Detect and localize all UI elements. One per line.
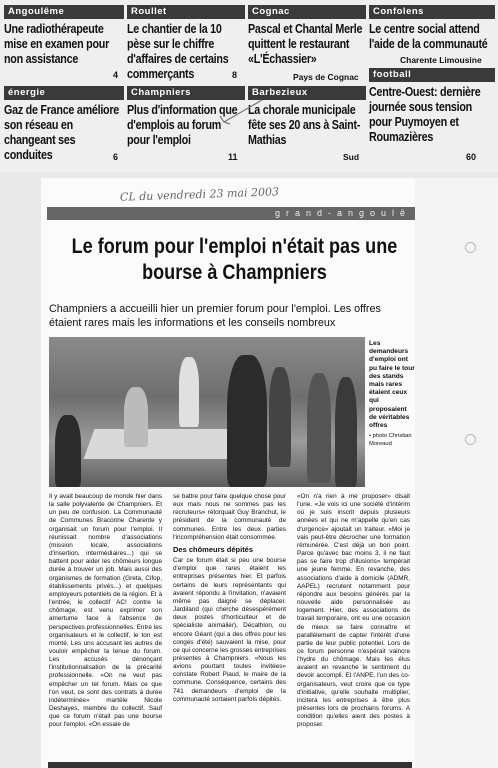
section-bar: grand-angoulê [47,207,415,220]
index-item-roullet[interactable] [127,5,245,82]
index-page: 60 [466,152,477,162]
index-source: Pays de Cognac [293,72,359,82]
body-column-2 [173,493,286,704]
body-column-1 [49,493,162,730]
handwritten-date: CL du vendredi 23 mai 2003 [119,185,280,204]
index-tag: Roullet [127,5,245,19]
photo-caption [369,340,415,449]
index-page: 8 [232,70,238,80]
article-body [49,493,412,768]
index-page: 11 [228,152,238,162]
index-page: 6 [113,152,119,162]
body-text: Il y avait beaucoup de monde hier dans la salle polyvalente de Champniers. Et un peu de confusion. La Communauté de Communes Braconne Charente y organisait un forum pour l'emploi. Il réunissait nombre d'associations (mission locale, associations d'insertion, intermédiaires...) qui se battent pour aider les chômeurs longue durée à trouver un job. Mais aussi des organismes de formation (Greta, Cifop, établissements privés...) et quelques employeurs potentiels de la région. Et à l'entrée, le collectif AC! contre le chômage, est venu exprimer son amertume face à l'absence de perspectives professionnelles. Entre les organisateurs et le collectif, le ton est monté. Les uns accusant les autres de vouloir empêcher la tenue du forum. Les accusés dénonçant l'institutionnalisation de la précarité professionnelle. «On ne veut pas empêcher un tel forum. Mais ce que l'on veut, ce sont des contrats à durée indéterminée» martèle Nicole Deshayes, membre du collectif. Sauf que ce forum n'était pas une bourse pour l'emploi. «On essaie de [49,493,162,729]
index-headline: Centre-Ouest: dernière journée sous tension pour Puymoyen et Roumazières [369,85,481,144]
photo-credit: • photo Christian Moreaud [369,433,412,448]
index-tag: énergie [4,86,124,100]
index-item-confolens[interactable] [369,5,495,52]
index-tag: Champniers [127,86,245,100]
index-item-cognac[interactable] [248,5,366,67]
article-title: Le forum pour l'emploi n'était pas une bourse à Champniers [71,235,398,284]
index-tag: Cognac [248,5,366,19]
index-item-angouleme[interactable] [4,5,124,67]
index-item-energie[interactable] [4,86,124,163]
index-headline: Le centre social attend l'aide de la communauté [369,22,488,51]
index-tag: football [369,68,495,82]
index-item-barbezieux[interactable] [248,86,366,148]
body-text: Car ce forum était si peu une bourse d'emploi que rares étaient les entreprises présentes hier. Et parfois certains de leurs représentants qui avaient répondu à l'invitation, n'avaient même pas daigné se déplacer. Jardiland (qui cherche désespérément deux postes d'horticulteur et de spécialiste animalier), Décathlon, ou encore Géant (qui a des offres pour les congés d'été) sauvaient la mise, pour ce qui concerne les grosses entreprises présentes à Champniers. «Nous les avions pourtant toutes invitées» constate Robert Piaud, le maire de la commune. Conséquence, certains des 741 demandeurs d'emploi de la communauté sortaient parfois dépités. [173,557,286,703]
index-headline: La chorale municipale fête ses 20 ans à Saint-Mathias [248,103,361,147]
caption-text: Les demandeurs d'emploi ont pu faire le tour des stands mais rares étaient ceux qui proposaient de véritables offres [369,340,415,430]
bottom-banner [48,762,412,768]
index-headline: Gaz de France améliore son réseau en changeant ses conduites [4,103,120,162]
body-column-3 [297,493,410,730]
index-headline: Le chantier de la 10 pèse sur le chiffre d'affaires de certains commerçants [127,22,229,81]
punch-hole-icon [465,434,476,445]
punch-hole-icon [465,242,476,253]
index-source: Charente Limousine [400,55,482,65]
body-text: se battre pour faire quelque chose pour eux mais nous ne sommes pas les recruteurs» rétorquait Guy Branchut, le président de la communauté de communes. Entre les deux parties l'incompréhension était consommée. [173,493,286,541]
index-strip [0,0,498,172]
index-tag: Confolens [369,5,495,19]
index-page: 4 [113,70,119,80]
index-tag: Barbezieux [248,86,366,100]
adjacent-page [415,178,498,768]
subheading: Des chômeurs dépités [173,544,254,554]
body-text: «On n'a rien à me proposer» disait l'une. «Je vois ici une société d'intérim où je suis inscrit depuis plusieurs années et qui ne m'appelle qu'en cas d'urgence» ajoutait un traiteur. «Moi je vais peut-être décrocher une formation rémunérée. C'est déjà un bon point. Parce qu'avec bac moins 3, il ne faut pas se faire trop d'illusions» tempérait une jeune femme. En revanche, des associations d'aide à domicile (ADMR, AAPEL) recrutent notamment pour répondre aux besoins générés par la nouvelle aide personnalisée au logement. Hier, des associations de travail temporaire, ont eu une occasion de mieux se faire connaître et parallèlement de capter l'intérêt d'une partie de leur public potentiel. Lors de ce forum personne n'espérait vaincre l'hydre du chômage. Mais les élus avaient en revanche le sentiment du devoir accompli. Et l'ANPE, l'un des co-organisateurs, veut croire que ce type d'initiative, qu'elle souhaite multiplier, incitera les entreprises à être plus présentes lors de prochains forums. A condition qu'elles aient des postes à proposer. [297,493,410,729]
article-photo [49,337,365,487]
index-headline: Une radiothérapeute mise en examen pour non assistance [4,22,110,66]
index-headline: Pascal et Chantal Merle quittent le restaurant «L'Échassier» [248,22,363,66]
index-tag: Angoulême [4,5,124,19]
index-headline: Plus d'information que d'emplois au forum pour l'emploi [127,103,238,147]
article-lead: Champniers a accueilli hier un premier forum pour l'emploi. Les offres étaient rares mais les informations et les conseils nombreux [49,303,381,329]
index-source: Sud [343,152,360,162]
pen-arrow-icon [214,98,264,128]
index-item-football[interactable] [369,68,495,145]
